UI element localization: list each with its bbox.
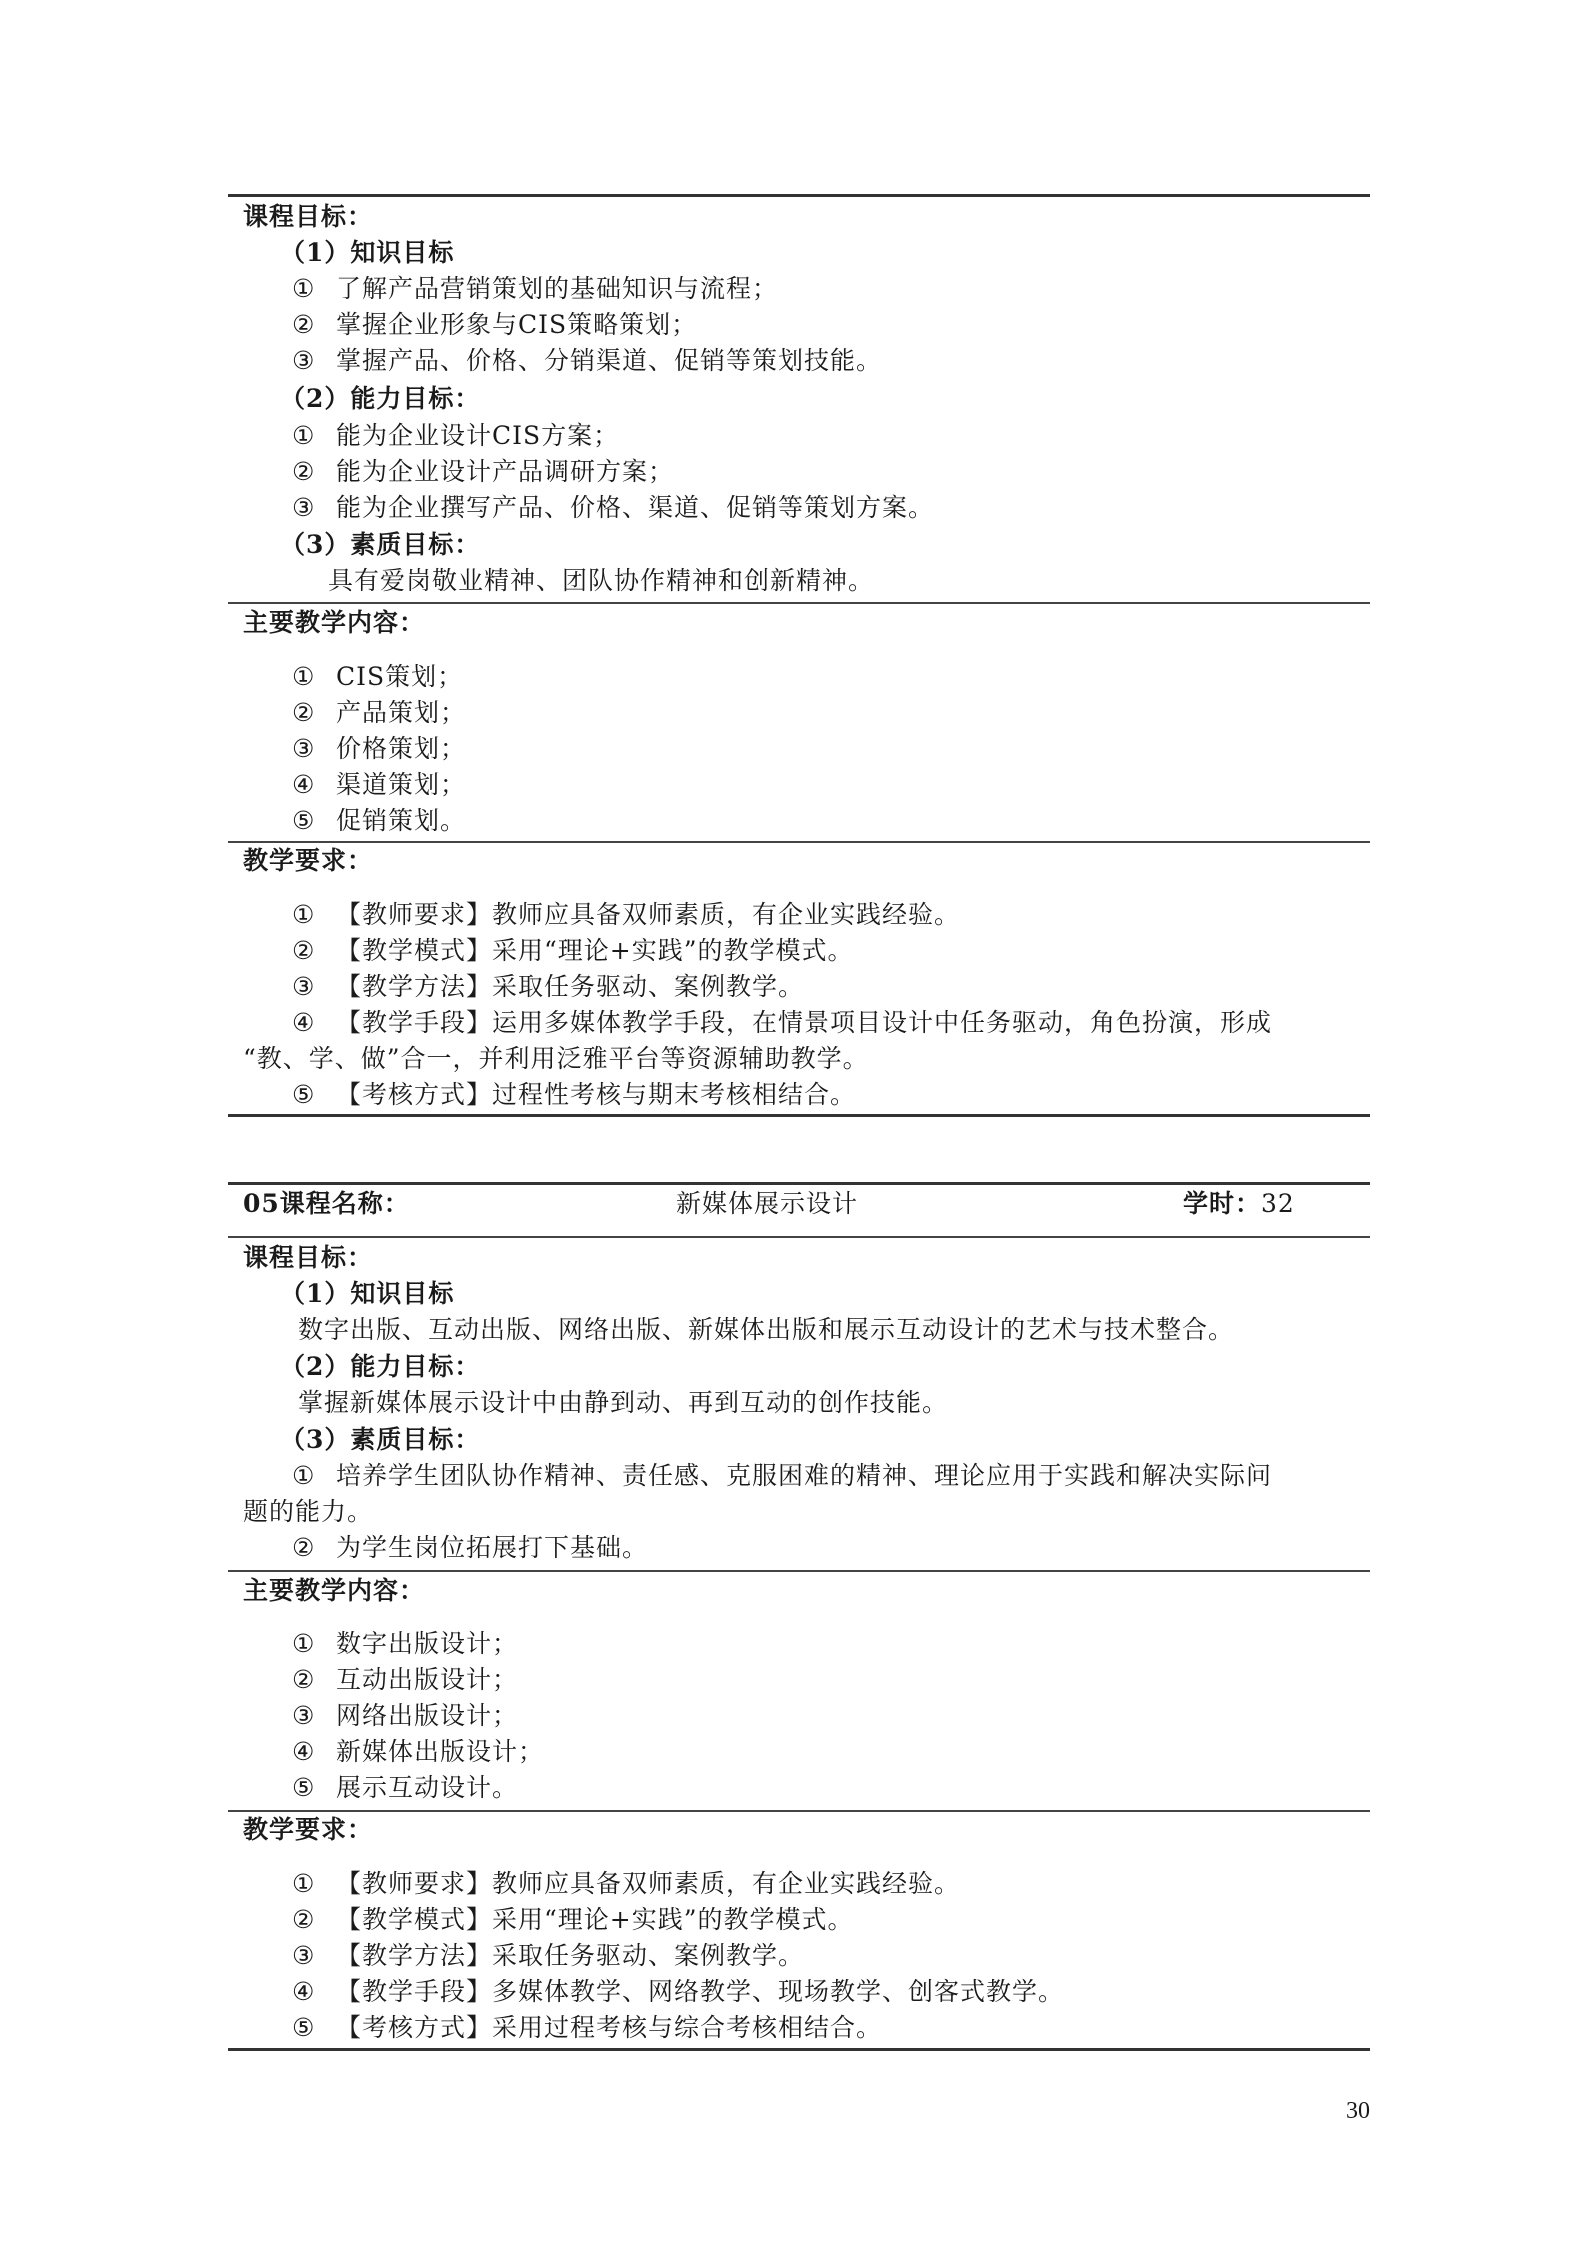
requirements-heading: 教学要求： xyxy=(243,1815,374,1844)
list-item: ④ 【教学手段】多媒体教学、网络教学、现场教学、创客式教学。 xyxy=(292,1977,1065,2006)
course-name-label: 05课程名称： xyxy=(243,1189,410,1218)
list-item: ③ 【教学方法】采取任务驱动、案例教学。 xyxy=(292,1941,805,1970)
list-item: ① 能为企业设计CIS方案； xyxy=(292,421,620,450)
page-number: 30 xyxy=(1346,2098,1370,2124)
ability-goals-heading: （2）能力目标： xyxy=(280,1352,481,1381)
course-name: 新媒体展示设计 xyxy=(676,1189,859,1218)
list-item: ② 【教学模式】采用“理论+实践”的教学模式。 xyxy=(292,936,854,965)
list-item: ② 【教学模式】采用“理论+实践”的教学模式。 xyxy=(292,1905,854,1934)
list-item: ① 【教师要求】教师应具备双师素质，有企业实践经验。 xyxy=(292,900,961,929)
list-item: ② 掌握企业形象与CIS策略策划； xyxy=(292,310,698,339)
quality-goals-heading: （3）素质目标： xyxy=(280,1425,481,1454)
ability-goals-text: 掌握新媒体展示设计中由静到动、再到互动的创作技能。 xyxy=(298,1388,949,1417)
list-item: ⑤ 促销策划。 xyxy=(292,806,467,835)
list-item: ⑤ 【考核方式】过程性考核与期末考核相结合。 xyxy=(292,1080,857,1109)
content-heading: 主要教学内容： xyxy=(243,1576,426,1605)
quality-goals-heading: （3）素质目标： xyxy=(280,530,481,559)
knowledge-goals-text: 数字出版、互动出版、网络出版、新媒体出版和展示互动设计的艺术与技术整合。 xyxy=(298,1315,1235,1344)
goals-heading: 课程目标： xyxy=(243,202,374,231)
list-item: ② 为学生岗位拓展打下基础。 xyxy=(292,1533,649,1562)
list-item: ③ 【教学方法】采取任务驱动、案例教学。 xyxy=(292,972,805,1001)
table-border-top xyxy=(228,1182,1370,1185)
list-item: ⑤ 【考核方式】采用过程考核与综合考核相结合。 xyxy=(292,2013,883,2042)
row-divider xyxy=(228,602,1370,604)
list-item: ③ 网络出版设计； xyxy=(292,1701,519,1730)
list-item: ③ 能为企业撰写产品、价格、渠道、促销等策划方案。 xyxy=(292,493,935,522)
list-item: ① 【教师要求】教师应具备双师素质，有企业实践经验。 xyxy=(292,1869,961,1898)
requirements-heading: 教学要求： xyxy=(243,846,374,875)
course-header-row xyxy=(243,1186,1343,1222)
table-border-top xyxy=(228,194,1370,197)
table-border-bottom xyxy=(228,2048,1370,2051)
list-item: ④ 渠道策划； xyxy=(292,770,467,799)
quality-goals-text: 具有爱岗敬业精神、团队协作精神和创新精神。 xyxy=(328,566,875,595)
list-item: ① CIS策划； xyxy=(292,662,464,691)
list-item: ② 能为企业设计产品调研方案； xyxy=(292,457,675,486)
list-item-continuation: 题的能力。 xyxy=(243,1497,374,1526)
row-divider xyxy=(228,841,1370,843)
list-item: ① 培养学生团队协作精神、责任感、克服困难的精神、理论应用于实践和解决实际问 xyxy=(292,1461,1273,1490)
row-divider xyxy=(228,1810,1370,1812)
list-item: ② 互动出版设计； xyxy=(292,1665,519,1694)
knowledge-goals-heading: （1）知识目标 xyxy=(280,238,455,267)
list-item-continuation: “教、学、做”合一，并利用泛雅平台等资源辅助教学。 xyxy=(243,1044,869,1073)
ability-goals-heading: （2）能力目标： xyxy=(280,384,481,413)
table-border-bottom xyxy=(228,1114,1370,1117)
list-item: ① 数字出版设计； xyxy=(292,1629,519,1658)
list-item: ④ 新媒体出版设计； xyxy=(292,1737,545,1766)
list-item: ⑤ 展示互动设计。 xyxy=(292,1773,519,1802)
list-item: ③ 价格策划； xyxy=(292,734,467,763)
row-divider xyxy=(228,1570,1370,1572)
list-item: ③ 掌握产品、价格、分销渠道、促销等策划技能。 xyxy=(292,346,883,375)
course-hours: 学时：32 xyxy=(1183,1189,1295,1218)
goals-heading: 课程目标： xyxy=(243,1243,374,1272)
knowledge-goals-heading: （1）知识目标 xyxy=(280,1279,455,1308)
content-heading: 主要教学内容： xyxy=(243,608,426,637)
list-item: ① 了解产品营销策划的基础知识与流程； xyxy=(292,274,779,303)
row-divider xyxy=(228,1236,1370,1238)
list-item: ② 产品策划； xyxy=(292,698,467,727)
list-item: ④ 【教学手段】运用多媒体教学手段，在情景项目设计中任务驱动，角色扮演，形成 xyxy=(292,1008,1273,1037)
